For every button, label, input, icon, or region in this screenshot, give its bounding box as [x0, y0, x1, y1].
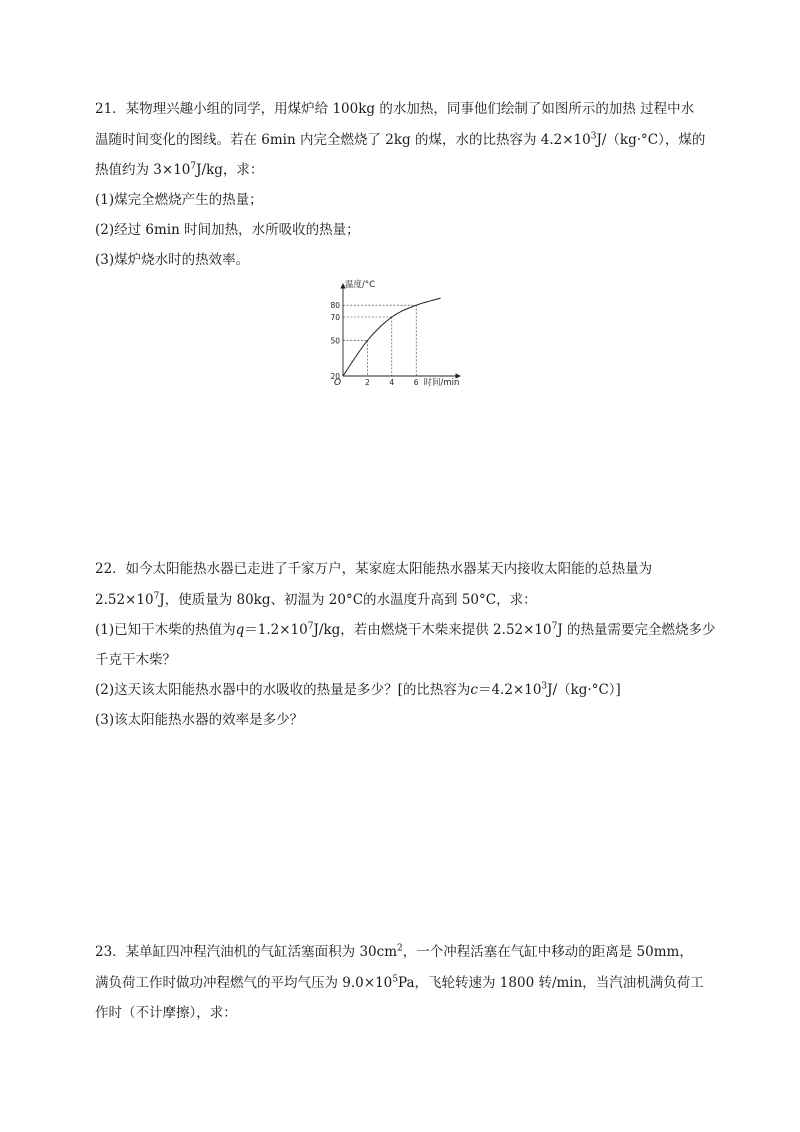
q22-line-2 [95, 591, 715, 609]
q22-item-2-text: (2)这天该太阳能热水器中的水吸收的热量是多少？[的比热容为 [95, 682, 471, 698]
q21-line-2-text-b: J/（kg·°C），煤的 [596, 132, 706, 148]
q22-item-2 [95, 681, 715, 699]
q21-line-2-exponent: 3 [590, 131, 597, 142]
q23-line-1-exponent: 2 [397, 943, 403, 954]
q22-item-1-continued: 千克干木柴？ [95, 652, 176, 668]
q21-line-3-text-b: J/kg，求： [196, 162, 264, 178]
q23-line-2-text: 满负荷工作时做功冲程燃气的平均气压为 9.0×10 [95, 975, 393, 991]
q23-line-2 [95, 974, 715, 992]
q22-line-2-text-b: J，使质量为 80kg、初温为 20°C的水温度升高到 50°C，求： [159, 592, 537, 608]
q22-item-1-text-c: J/kg，若由燃烧干木柴来提供 2.52×10 [313, 622, 552, 638]
y-tick-label: 20 [330, 371, 340, 381]
x-axis-label: 时间/min [423, 378, 460, 388]
q22-item-2-exponent: 3 [541, 681, 548, 692]
q22-item-1-exponent-2: 7 [551, 621, 558, 632]
q21-line-1: 21．某物理兴趣小组的同学，用煤炉给 100kg 的水加热，同事他们绘制了如图所示的加热 过程中水 [95, 101, 695, 117]
q21-item-2: (2)经过 6min 时间加热，水所吸收的热量； [95, 222, 360, 238]
y-tick-label: 50 [330, 336, 340, 346]
q21-line-3-text: 热值约为 3×10 [95, 162, 191, 178]
q22-item-2-text-c: J/（kg·°C）] [547, 682, 621, 698]
x-tick-label: 2 [365, 378, 370, 387]
temperature-time-chart [325, 278, 475, 393]
q21-line-3 [95, 161, 715, 179]
q22-item-1 [95, 621, 715, 639]
y-axis-label: 温度/°C [345, 280, 376, 290]
q23-line-2-text-b: Pa，飞轮转速为 1800 转/min，当汽油机满负荷工 [397, 975, 704, 991]
y-tick-label: 80 [330, 301, 340, 310]
q22-line-1: 22．如今太阳能热水器已走进了千家万户，某家庭太阳能热水器某天内接收太阳能的总热量为 [95, 561, 653, 577]
q21-item-1: (1)煤完全燃烧产生的热量； [95, 192, 263, 208]
q22-item-1-variable: q [235, 622, 245, 638]
q21-line-3-exponent: 7 [190, 161, 197, 172]
q21-item-3: (3)煤炉烧水时的热效率。 [95, 252, 250, 268]
q23-line-2-exponent: 5 [392, 974, 398, 985]
q22-item-2-variable: c [470, 682, 478, 698]
x-tick-label: 6 [413, 378, 419, 387]
chart-guide-lines [343, 305, 416, 376]
q23-line-1-text: 23．某单缸四冲程汽油机的气缸活塞面积为 30cm [95, 944, 398, 960]
q22-item-1-exponent: 7 [307, 621, 314, 632]
q22-item-1-text-b: ＝1.2×10 [244, 622, 308, 638]
q21-line-2-text: 温随时间变化的图线。若在 6min 内完全燃烧了 2kg 的煤，水的比热容为 4.2×10 [95, 132, 591, 148]
q22-line-2-exponent: 7 [153, 591, 160, 602]
q23-line-1-text-b: ，一个冲程活塞在气缸中移动的距离是 50mm， [402, 944, 693, 960]
y-tick-label: 70 [330, 312, 340, 322]
q23-line-1 [95, 943, 715, 961]
q22-item-2-text-b: ＝4.2×10 [477, 682, 542, 698]
q21-line-2 [95, 131, 715, 149]
q22-line-2-text: 2.52×10 [95, 592, 154, 608]
origin-label: O [334, 378, 342, 388]
q23-line-3: 作时（不计摩擦），求： [95, 1005, 237, 1021]
q22-item-3: (3)该太阳能热水器的效率是多少？ [95, 712, 304, 728]
q22-item-1-text: (1)已知干木柴的热值为 [95, 622, 236, 638]
x-tick-label: 4 [389, 378, 395, 387]
q22-item-1-text-d: J 的热量需要完全燃烧多少 [557, 622, 716, 638]
